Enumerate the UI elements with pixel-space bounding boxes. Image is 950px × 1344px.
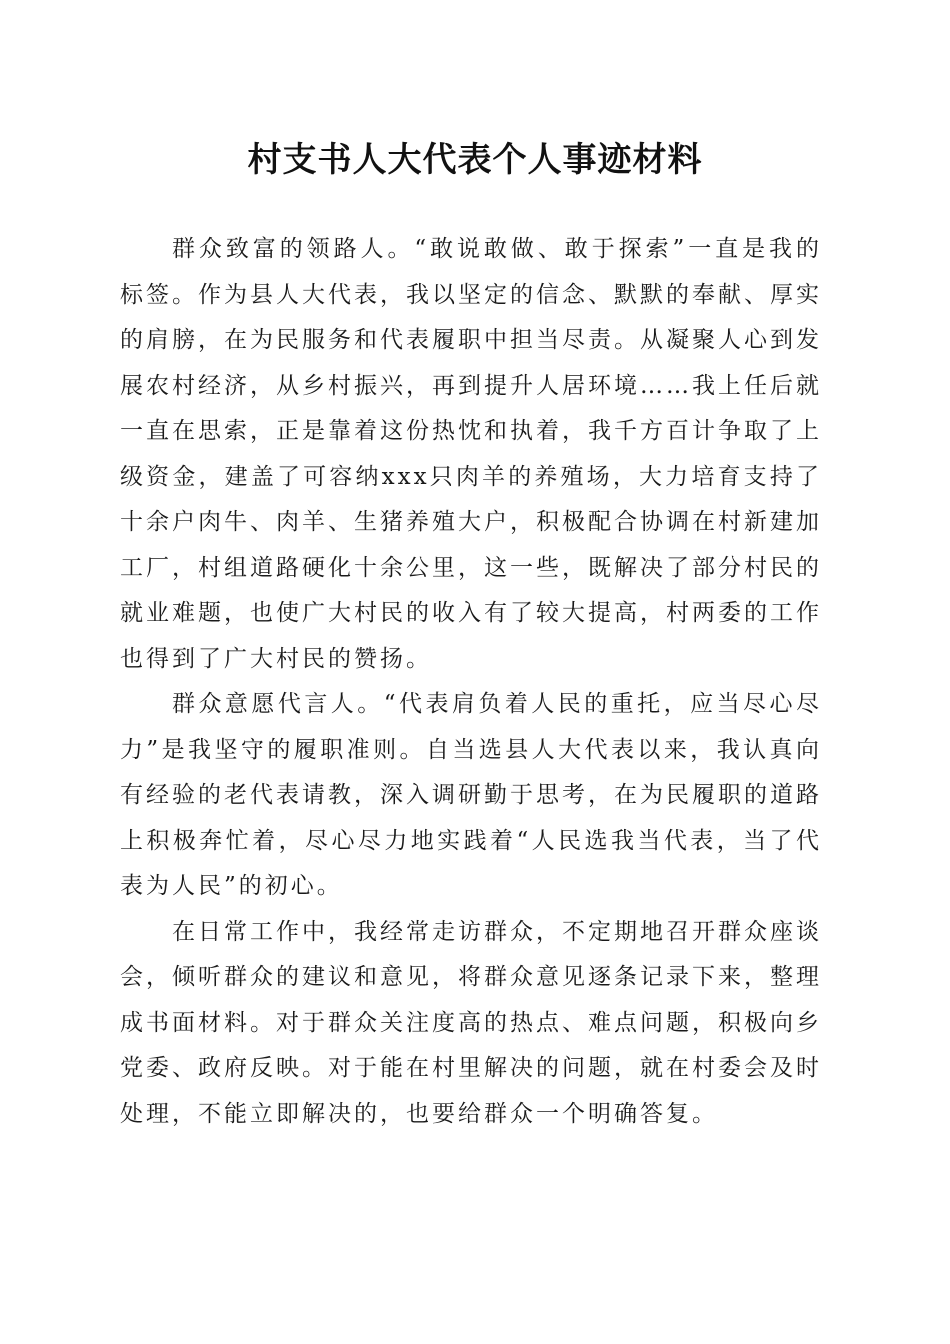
paragraph-2: 群众意愿代言人。“代表肩负着人民的重托，应当尽心尽力”是我坚守的履职准则。自当选县人大代表以来，我认真向有经验的老代表请教，深入调研勤于思考，在为民履职的道路上积极奔忙着，尽心尽力地实践着“人民选我当代表，当了代表为人民”的初心。	[120, 691, 822, 899]
document-title: 村支书人大代表个人事迹材料	[247, 140, 703, 180]
paragraph-3: 在日常工作中，我经常走访群众，不定期地召开群众座谈会，倾听群众的建议和意见，将群众意见逐条记录下来，整理成书面材料。对于群众关注度高的热点、难点问题，积极向乡党委、政府反映。对于能在村里解决的问题，就在村委会及时处理，不能立即解决的，也要给群众一个明确答复。	[120, 918, 822, 1127]
document-body	[120, 227, 822, 1137]
paragraph-1: 群众致富的领路人。“敢说敢做、敢于探索”一直是我的标签。作为县人大代表，我以坚定的信念、默默的奉献、厚实的肩膀，在为民服务和代表履职中担当尽责。从凝聚人心到发展农村经济，从乡村振兴，再到提升人居环境……我上任后就一直在思索，正是靠着这份热忱和执着，我千方百计争取了上级资金，建盖了可容纳xxx只肉羊的养殖场，大力培育支持了十余户肉牛、肉羊、生猪养殖大户，积极配合协调在村新建加工厂，村组道路硬化十余公里，这一些，既解决了部分村民的就业难题，也使广大村民的收入有了较大提高，村两委的工作也得到了广大村民的赞扬。	[120, 236, 822, 672]
